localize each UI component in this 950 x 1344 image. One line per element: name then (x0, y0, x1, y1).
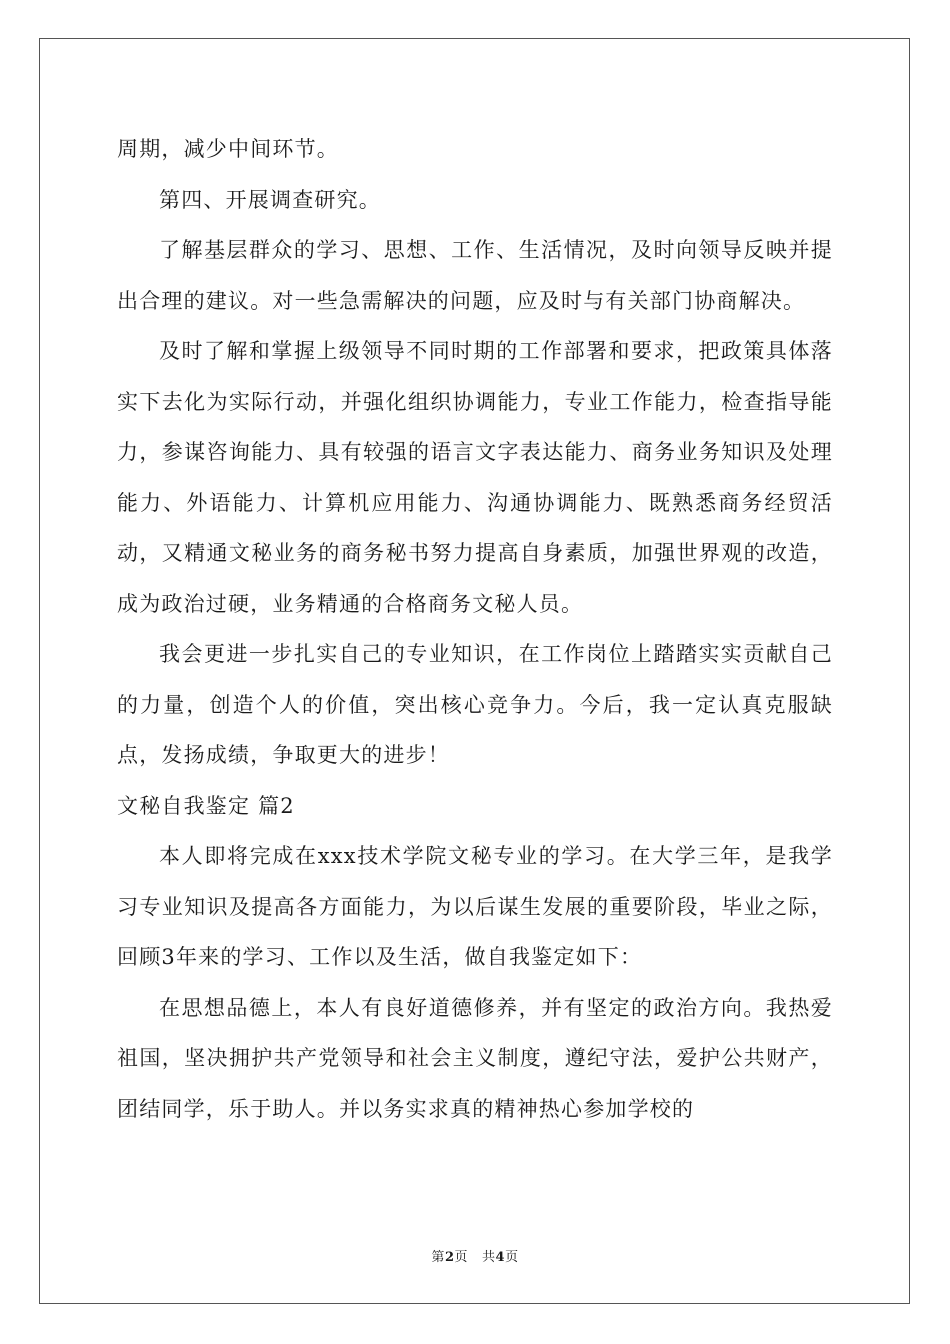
footer-page-suffix: 页 (454, 1250, 468, 1265)
paragraph-intro: 本人即将完成在xxx技术学院文秘专业的学习。在大学三年，是我学习专业知识及提高各方面能力，为以后谋生发展的重要阶段，毕业之际，回顾3年来的学习、工作以及生活，做自我鉴定如下： (117, 844, 833, 969)
paragraph-section-four-title: 第四、开展调查研究。 (159, 187, 381, 212)
section-heading: 文秘自我鉴定 篇2 (117, 793, 295, 818)
paragraph-abilities: 及时了解和掌握上级领导不同时期的工作部署和要求，把政策具体落实下去化为实际行动，并强化组织协调能力，专业工作能力，检查指导能力，参谋咨询能力、具有较强的语言文字表达能力、商务业务知识及处理能力、外语能力、计算机应用能力、沟通协调能力、既熟悉商务经贸活动，又精通文秘业务的商务秘书努力提高自身素质，加强世界观的改造，成为政治过硬，业务精通的合格商务文秘人员。 (117, 339, 833, 616)
footer-total-suffix: 页 (505, 1250, 519, 1265)
page-footer (0, 1246, 950, 1265)
footer-total-pages: 4 (495, 1250, 506, 1265)
footer-prefix: 第 (431, 1250, 445, 1265)
document-body (117, 124, 833, 1134)
paragraph-ideology: 在思想品德上，本人有良好道德修养，并有坚定的政治方向。我热爱祖国，坚决拥护共产党领导和社会主义制度，遵纪守法，爱护公共财产，团结同学，乐于助人。并以务实求真的精神热心参加学校的 (117, 995, 833, 1121)
paragraph-research: 了解基层群众的学习、思想、工作、生活情况，及时向领导反映并提出合理的建议。对一些急需解决的问题，应及时与有关部门协商解决。 (117, 238, 833, 313)
footer-current-page: 2 (444, 1250, 455, 1265)
paragraph-commitment: 我会更进一步扎实自己的专业知识，在工作岗位上踏踏实实贡献自己的力量，创造个人的价值，突出核心竞争力。今后，我一定认真克服缺点，发扬成绩，争取更大的进步！ (117, 642, 833, 767)
footer-total-prefix: 共 (482, 1250, 496, 1265)
paragraph-continuation: 周期，减少中间环节。 (117, 137, 339, 161)
